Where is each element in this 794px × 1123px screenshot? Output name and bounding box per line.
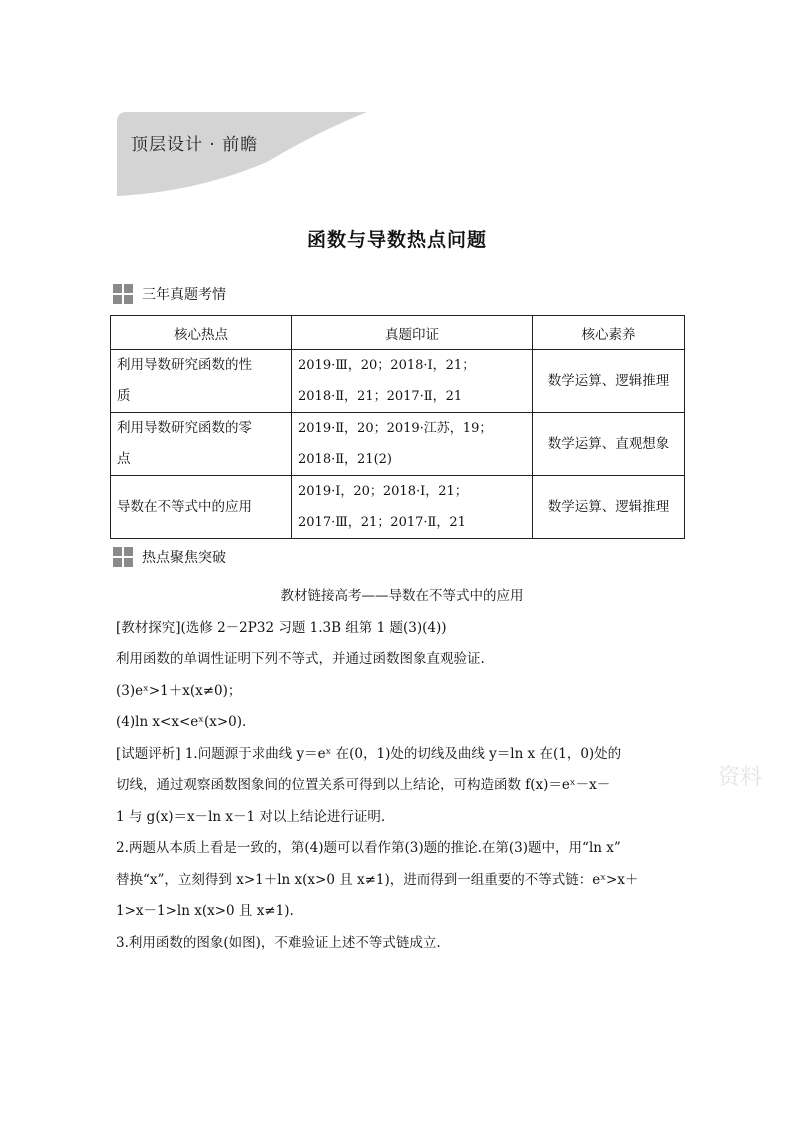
- column-header: 核心素养: [533, 316, 685, 350]
- paragraph-line: 切线，通过观察函数图象间的位置关系可得到以上结论，可构造函数 f(x)＝eˣ－x－: [116, 777, 611, 793]
- paragraph-line: [试题评析] 1.问题源于求曲线 y＝eˣ 在(0，1)处的切线及曲线 y＝ln x 在(1，0)处的: [116, 745, 622, 762]
- topic-cell: [111, 350, 292, 413]
- paragraph-line: 1>x－1>ln x(x>0 且 x≠1).: [116, 903, 294, 919]
- paragraph-line: 1 与 g(x)＝x－ln x－1 对以上结论进行证明.: [116, 808, 386, 825]
- grid-icon: [113, 284, 133, 304]
- section-label: 三年真题考情: [142, 287, 226, 303]
- paragraph-line: (3)eˣ>1＋x(x≠0)；: [116, 682, 242, 699]
- section-header-hot-topics: [113, 546, 226, 568]
- citation-cell: [292, 413, 533, 476]
- cell-line: 利用导数研究函数的性: [117, 357, 252, 373]
- cell-line: 2019·Ⅰ，20；2018·Ⅰ，21；: [298, 484, 468, 499]
- table-row: [111, 476, 685, 539]
- skill-cell: 数学运算、直观想象: [533, 413, 685, 476]
- header-banner: [117, 112, 367, 196]
- paragraph-line: [教材探究](选修 2－2P32 习题 1.3B 组第 1 题(3)(4)): [116, 619, 447, 636]
- column-header: 真题印证: [292, 316, 533, 350]
- section-header-exam-review: [113, 283, 226, 305]
- cell-line: 质: [117, 388, 131, 404]
- paragraph-line: 利用函数的单调性证明下列不等式，并通过函数图象直观验证.: [116, 651, 485, 667]
- topic-cell: [111, 476, 292, 539]
- section-label: 热点聚焦突破: [142, 550, 226, 566]
- banner-title: 顶层设计 · 前瞻: [131, 135, 259, 155]
- cell-line: 点: [117, 451, 131, 467]
- cell-line: 2017·Ⅲ，21；2017·Ⅱ，21: [298, 515, 466, 530]
- citation-cell: [292, 350, 533, 413]
- skill-cell: 数学运算、逻辑推理: [533, 476, 685, 539]
- topic-cell: [111, 413, 292, 476]
- cell-line: 2019·Ⅱ，20；2019·江苏，19；: [298, 421, 493, 436]
- cell-line: 利用导数研究函数的零: [117, 420, 252, 436]
- paragraph-line: 2.两题从本质上看是一致的，第(4)题可以看作第(3)题的推论.在第(3)题中，用“ln x”: [116, 840, 621, 856]
- cell-line: 2018·Ⅱ，21；2017·Ⅱ，21: [298, 389, 463, 404]
- document-title: 函数与导数热点问题: [306, 229, 487, 251]
- hot-topics-table: [110, 315, 685, 539]
- cell-line: 2019·Ⅲ，20；2018·Ⅰ，21；: [298, 358, 476, 373]
- skill-cell: 数学运算、逻辑推理: [533, 350, 685, 413]
- citation-cell: [292, 476, 533, 539]
- body-text: [116, 581, 688, 959]
- table-header-row: [111, 316, 685, 350]
- paragraph-line: 替换“x”，立刻得到 x>1＋ln x(x>0 且 x≠1)，进而得到一组重要的不等式链：eˣ>x＋: [116, 871, 639, 888]
- column-header: 核心热点: [111, 316, 292, 350]
- table-row: [111, 350, 685, 413]
- paragraph-line: (4)ln x<x<eˣ(x>0).: [116, 714, 247, 730]
- cell-line: 2018·Ⅱ，21(2): [298, 452, 393, 467]
- cell-line: 导数在不等式中的应用: [117, 498, 252, 515]
- watermark: 资料: [718, 765, 763, 790]
- subsection-title: 教材链接高考——导数在不等式中的应用: [280, 588, 524, 604]
- table-row: [111, 413, 685, 476]
- paragraph-line: 3.利用函数的图象(如图)，不难验证上述不等式链成立.: [116, 934, 441, 951]
- grid-icon: [113, 547, 133, 567]
